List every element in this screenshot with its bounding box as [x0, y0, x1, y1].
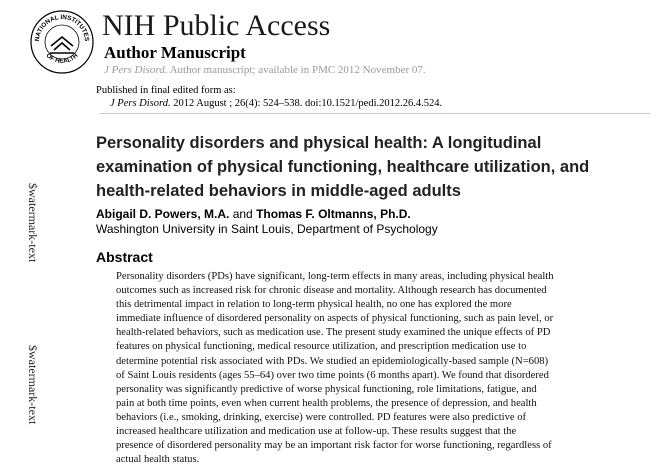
logo-emblem-icon: [50, 37, 74, 53]
article-title: Personality disorders and physical health: A longitudinal examination of physical functioning, healthcare utilization, and health-related behaviors in middle-aged adults: [96, 134, 590, 200]
author-list: [96, 207, 411, 222]
publication-citation: [110, 97, 442, 110]
logo-text-top: NATIONAL INSTITUTES: [33, 13, 91, 42]
logo-text-bottom: OF HEALTH: [44, 52, 80, 65]
author-manuscript-label: Author Manuscript: [104, 43, 246, 62]
abstract-heading: Abstract: [96, 249, 153, 265]
availability-line: [104, 63, 426, 77]
citation-journal: J Pers Disord.: [110, 98, 171, 109]
nih-logo: [30, 10, 94, 74]
nih-public-access-title: NIH Public Access: [102, 9, 331, 42]
abstract-body: Personality disorders (PDs) have significant, long-term effects in many areas, including physical health outcomes such as increased risk for chronic disease and mortality. Although research has documented this detrimental impact in relation to long-term physical health, no one has explored the more immediate influence of disordered personality on aspects of physical functioning, such as pain level, or health-related behaviors, such as medication use. The present study examined the unique effects of PD features on physical functioning, medical resource utilization, and prescription medication use to determine potential risk associated with PDs. We studied an epidemiologically-based sample (N=608) of Saint Louis residents (ages 55–64) over two time points (6 months apart). We found that disordered personality was significantly predictive of worse physical functioning, role limitations, fatigue, and pain at both time points, even when current health problems, the presence of depression, and health behaviors (i.e., smoking, drinking, exercise) were controlled. PD features were also predictive of increased healthcare utilization and medication use at follow-up. These results suggest that the presence of disordered personality may be an important risk factor for worse functioning, regardless of actual health status.: [116, 271, 554, 466]
header-divider: [100, 113, 650, 114]
author-1: Abigail D. Powers, M.A.: [96, 207, 230, 221]
author-2: Thomas F. Oltmanns, Ph.D.: [256, 207, 411, 221]
watermark-text: $watermark-text: [26, 183, 40, 263]
author-conjunction: and: [229, 207, 257, 221]
citation-details: 2012 August ; 26(4): 524–538. doi:10.1521/pedi.2012.26.4.524.: [170, 98, 443, 109]
watermark-text: $watermark-text: [26, 345, 40, 425]
availability-text: Author manuscript; available in PMC 2012 November 07.: [167, 64, 426, 76]
author-affiliation: Washington University in Saint Louis, Department of Psychology: [96, 222, 438, 236]
published-label: Published in final edited form as:: [96, 85, 236, 96]
availability-journal: J Pers Disord.: [104, 64, 168, 76]
